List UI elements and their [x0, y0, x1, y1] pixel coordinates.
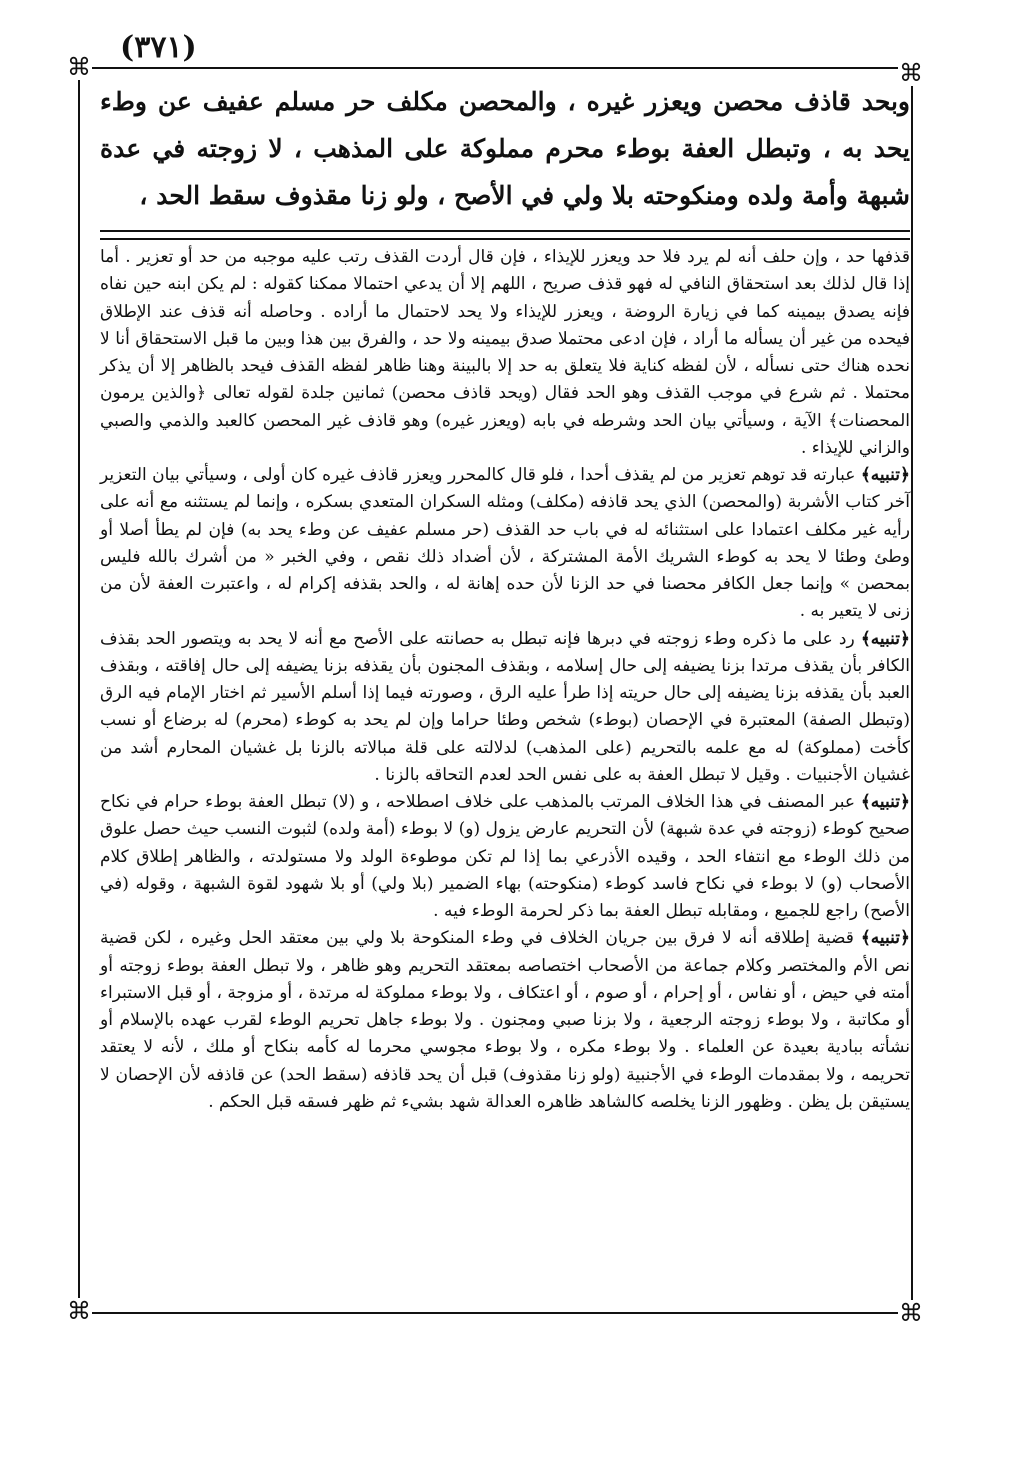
- commentary-paragraph-4: [100, 789, 910, 925]
- page-number: (٣٧١): [120, 30, 197, 65]
- commentary-text: عبارته قد توهم تعزير من لم يقذف أحدا ، فلو قال كالمحرر ويعزر قاذف غيره كان أولى ، وسيأتي بيان التعزير آخر كتاب الأشربة (والمحصن) الذي يحد قاذفه (مكلف) ومثله السكران المتعدي بسكره ، وإنما لم يستثنه مع أنه على رأيه غير مكلف اعتمادا على استثنائه له في باب حد القذف (حر مسلم عفيف عن وطء يحد به) فإن لم يطأ أصلا أو وطئ وطئا لا يحد به كوطء الشريك الأمة المشتركة ، لأن أضداد ذلك نقص ، وفي الخبر « من أشرك بالله فليس بمحصن » وإنما جعل الكافر محصنا في حد الزنا لأن حده إهانة له ، والحد بقذفه إكرام له ، واعتبرت العفة لأن من زنى لا يتعير به .: [100, 465, 910, 622]
- tanbih-label: ﴿تنبيه﴾: [860, 928, 910, 949]
- commentary-paragraph-2: [100, 462, 910, 626]
- commentary-paragraph-1: [100, 244, 910, 462]
- matn-text: وبحد قاذف محصن ويعزر غيره ، والمحصن مكلف حر مسلم عفيف عن وطء يحد به ، وتبطل العفة بوطء محرم مملوكة على المذهب ، لا زوجته في عدة شبهة وأمة ولده ومنكوحته بلا ولي في الأصح ، ولو زنا مقذوف سقط الحد ،: [100, 87, 910, 210]
- commentary-text: رد على ما ذكره وطء زوجته في دبرها فإنه تبطل به حصانته على الأصح مع أنه لا يحد به ويتصور الحد بقذف الكافر بأن يقذف مرتدا بزنا يضيفه إلى حال إسلامه ، وبقذف المجنون بأن يقذفه بزنا يضيفه إلى حال إفاقته ، وبقذف العبد بأن يقذفه بزنا يضيفه إلى حال حريته إذا طرأ عليه الرق ، وصورته فيما إذا أسلم الأسير ثم اختار الإمام فيه الرق (وتبطل الصفة) المعتبرة في الإحصان (بوطء) شخص وطئا حراما وإن لم يحد به كوطء (محرم) له برضاع أو نسب كأخت (مملوكة) له مع علمه بالتحريم (على المذهب) لدلالته على قلة مبالاته بالزنا بل غشيان المحارم أشد من غشيان الأجنبيات . وقيل لا تبطل العفة به على نفس الحد لعدم التحاقه بالزنا .: [100, 628, 910, 785]
- frame-line-right: [911, 86, 913, 1300]
- tanbih-label: ﴿تنبيه﴾: [860, 792, 911, 812]
- frame-line-left: [78, 80, 80, 1298]
- commentary-paragraph-5: [100, 925, 910, 1116]
- tanbih-label: ﴿تنبيه﴾: [860, 628, 911, 649]
- frame-line-bottom: [92, 1312, 898, 1314]
- tanbih-label: ﴿تنبيه﴾: [860, 465, 911, 485]
- frame-line-top: [92, 67, 898, 69]
- commentary-text: قذفها حد ، وإن حلف أنه لم يرد فلا حد ويعزر للإيذاء ، فإن قال أردت القذف رتب عليه موجبه من حد أو تعزير . أما إذا قال لذلك بعد استحقاق النافي له فهو قذف صريح ، اللهم إلا أن يدعي احتمالا ممكنا كقوله : لم يكن ابنه حين نفاه فإنه يصدق بيمينه كما في زيارة الروضة ، ويعزر للإيذاء ولا يحد لاحتمال ما أراده . وحاصله أنه قذف عند الإطلاق فيحده من غير أن يسأله ما أراد ، فإن ادعى محتملا صدق بيمينه ولا حد ، والفرق بين هذا وبين ما قبل الاستحقاق أنا لا نحده هناك حتى نسأله ، لأن لفظه كناية فلا يتعلق به حد إلا بالبينة وهنا ظاهر لفظه القذف فيحد بالظاهر إلا أن يذكر محتملا . ثم شرع في موجب القذف وهو الحد فقال (ويحد قاذف محصن) ثمانين جلدة لقوله تعالى ﴿والذين يرمون المحصنات﴾ الآية ، وسيأتي بيان الحد وشرطه في بابه (ويعزر غيره) وهو قاذف غير المحصن كالعبد والذمي والصبي والزاني للإيذاء .: [100, 247, 910, 458]
- commentary-text: عبر المصنف في هذا الخلاف المرتب بالمذهب على خلاف اصطلاحه ، و (لا) تبطل العفة بوطء حرام في نكاح صحيح كوطء (زوجته في عدة شبهة) لأن التحريم عارض يزول (و) لا بوطء (أمة ولده) لثبوت النسب حيث حصل علوق من ذلك الوطء مع انتفاء الحد ، وقيده الأذرعي بما إذا لم تكن موطوءة الولد ولا مستولدته ، والظاهر إطلاق كلام الأصحاب (و) لا بوطء في نكاح فاسد كوطء (منكوحته) بهاء الضمير (بلا ولي) أو بلا شهود لقوة الشبهة ، وقوله (في الأصح) راجع للجميع ، ومقابله تبطل العفة بما ذكر لحرمة الوطء فيه .: [100, 792, 910, 921]
- corner-ornament-top-left: ⌘: [67, 53, 91, 81]
- corner-ornament-bottom-left: ⌘: [67, 1297, 91, 1325]
- commentary: [100, 244, 910, 1116]
- corner-ornament-top-right: ⌘: [899, 59, 923, 87]
- commentary-text: قضية إطلاقه أنه لا فرق بين جريان الخلاف في وطء المنكوحة بلا ولي بين معتقد الحل وغيره ، لكن قضية نص الأم والمختصر وكلام جماعة من الأصحاب اختصاصه بمعتقد التحريم وهو ظاهر ، ولا تبطل العفة بوطء زوجته أو أمته في حيض ، أو نفاس ، أو إحرام ، أو صوم ، أو اعتكاف ، ولا بوطء مملوكة له مرتدة ، أو مزوجة ، أو قبل الاستبراء أو مكاتبة ، ولا بوطء زوجته الرجعية ، ولا بزنا صبي ومجنون . ولا بوطء جاهل تحريم الوطء لقرب عهده بالإسلام أو نشأته ببادية بعيدة عن العلماء . ولا بوطء مكره ، ولا بوطء مجوسي محرما له كأمه بنكاح أو ملك ، لأنه لا يعتقد تحريمه ، ولا بمقدمات الوطء في الأجنبية (ولو زنا مقذوف) قبل أن يحد قاذفه (سقط الحد) عن قاذفه لأن الإحصان لا يستيقن بل يظن . وظهور الزنا يخلصه كالشاهد ظاهره العدالة شهد بشيء ثم ظهر فسقه قبل الحكم .: [100, 928, 910, 1112]
- corner-ornament-bottom-right: ⌘: [899, 1299, 923, 1327]
- section-divider: [100, 230, 910, 240]
- commentary-paragraph-3: [100, 626, 910, 790]
